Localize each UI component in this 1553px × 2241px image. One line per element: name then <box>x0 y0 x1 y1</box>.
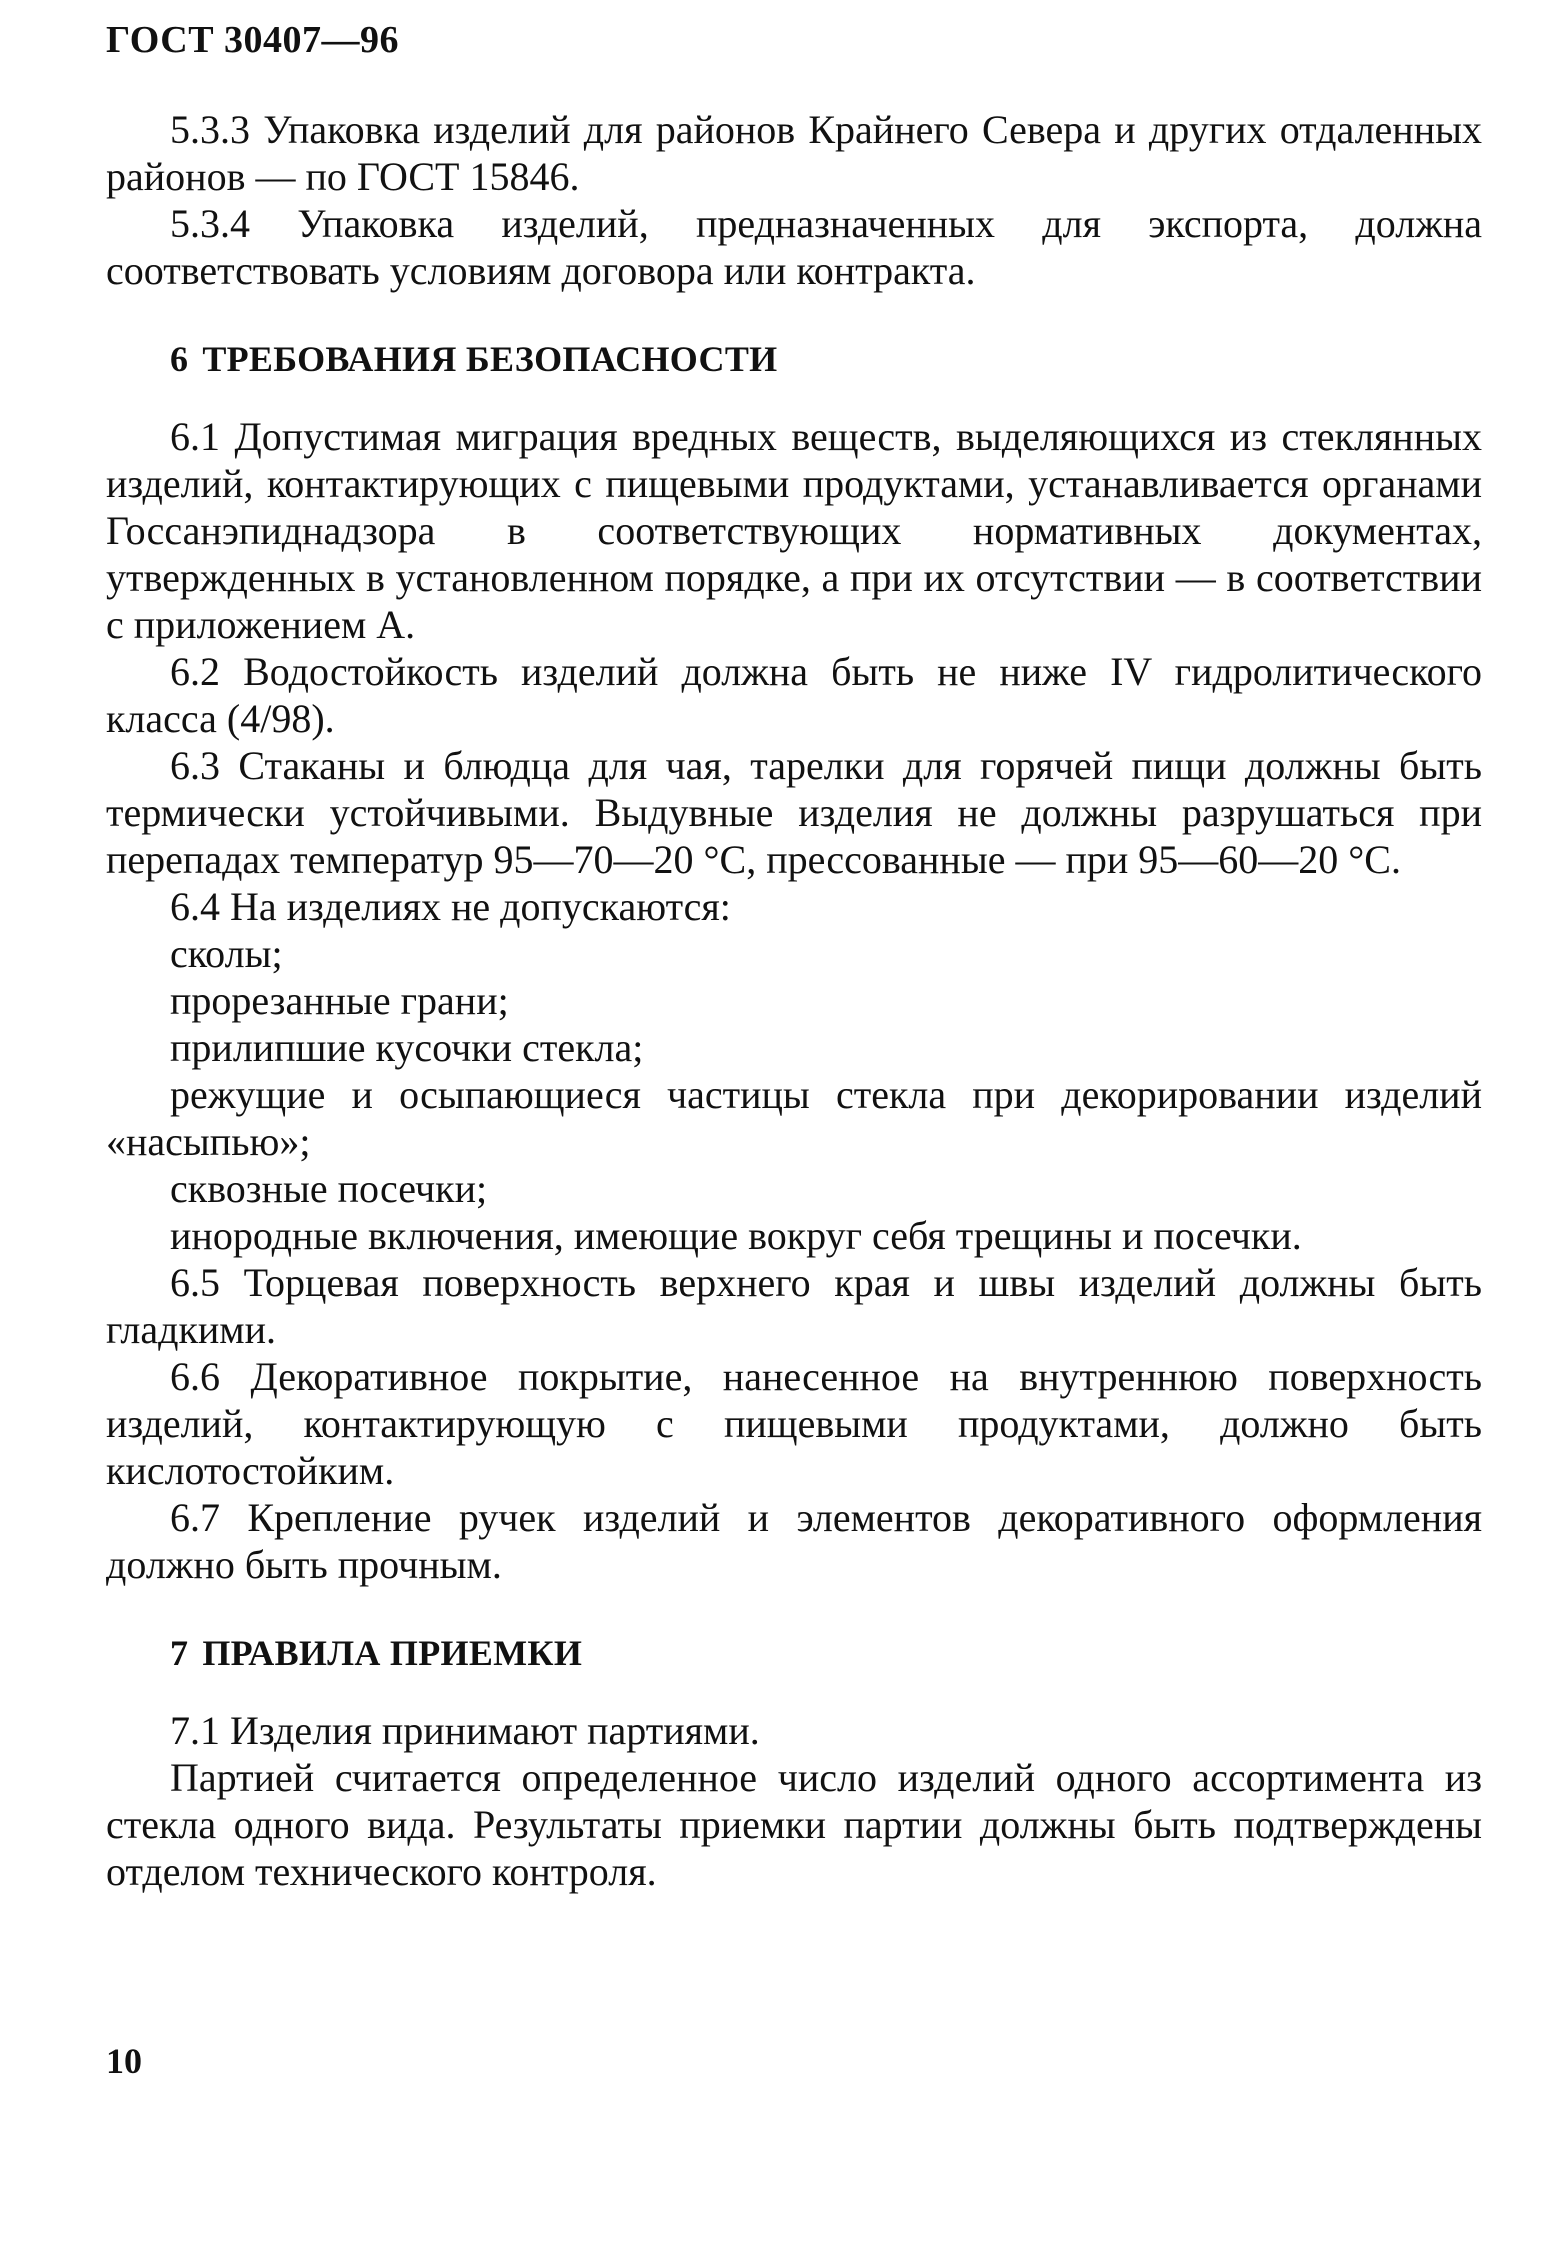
page-number: 10 <box>106 2041 142 2081</box>
defect-list-item: прилипшие кусочки стекла; <box>170 1025 644 1070</box>
paragraph-6-5: 6.5 Торцевая поверхность верхнего края и швы изделий должны быть гладкими. <box>106 1260 1482 1352</box>
paragraph-5-3-3: 5.3.3 Упаковка изделий для районов Крайнего Севера и других отдаленных районов — по ГОСТ 15846. <box>106 107 1482 199</box>
paragraph-6-4: 6.4 На изделиях не допускаются: <box>170 884 731 929</box>
section-7-number: 7 <box>170 1633 189 1673</box>
paragraph-6-3: 6.3 Стаканы и блюдца для чая, тарелки для горячей пищи должны быть термически устойчивыми. Выдувные изделия не должны разрушаться при перепадах температур 95—70—20 °С, прессованные — при 95—60—20 °С. <box>106 743 1482 882</box>
paragraph-7-1: 7.1 Изделия принимают партиями. <box>170 1708 760 1753</box>
paragraph-6-2: 6.2 Водостойкость изделий должна быть не ниже IV гидролитического класса (4/98). <box>106 649 1482 741</box>
document-code-header: ГОСТ 30407—96 <box>106 19 400 61</box>
section-6-title: ТРЕБОВАНИЯ БЕЗОПАСНОСТИ <box>202 339 778 379</box>
defect-list-item: режущие и осыпающиеся частицы стекла при декорировании изделий «насыпью»; <box>106 1072 1482 1164</box>
section-6-heading <box>106 336 1482 383</box>
section-7-heading <box>106 1630 1482 1677</box>
defect-list-item: прорезанные грани; <box>170 978 509 1023</box>
paragraph-6-1: 6.1 Допустимая миграция вредных веществ, выделяющихся из стеклянных изделий, контактирующих с пищевыми продуктами, устанавливается органами Госсанэпиднадзора в соответствующих нормативных документах, утвержденных в установленном порядке, а при их отсутствии — в соответствии с приложением А. <box>106 414 1482 647</box>
defect-list-item: сквозные посечки; <box>170 1166 488 1211</box>
paragraph-5-3-4: 5.3.4 Упаковка изделий, предназначенных для экспорта, должна соответствовать условиям договора или контракта. <box>106 201 1482 293</box>
document-body <box>106 106 1482 1895</box>
paragraph-7-1-definition: Партией считается определенное число изделий одного ассортимента из стекла одного вида. Результаты приемки партии должны быть подтверждены отделом технического контроля. <box>106 1755 1482 1894</box>
paragraph-6-6: 6.6 Декоративное покрытие, нанесенное на внутреннюю поверхность изделий, контактирующую с пищевыми продуктами, должно быть кислотостойким. <box>106 1354 1482 1493</box>
section-6-number: 6 <box>170 339 189 379</box>
defect-list-item: сколы; <box>170 931 283 976</box>
paragraph-6-7: 6.7 Крепление ручек изделий и элементов декоративного оформления должно быть прочным. <box>106 1495 1482 1587</box>
defect-list-item: инородные включения, имеющие вокруг себя трещины и посечки. <box>170 1213 1302 1258</box>
section-7-title: ПРАВИЛА ПРИЕМКИ <box>202 1633 583 1673</box>
